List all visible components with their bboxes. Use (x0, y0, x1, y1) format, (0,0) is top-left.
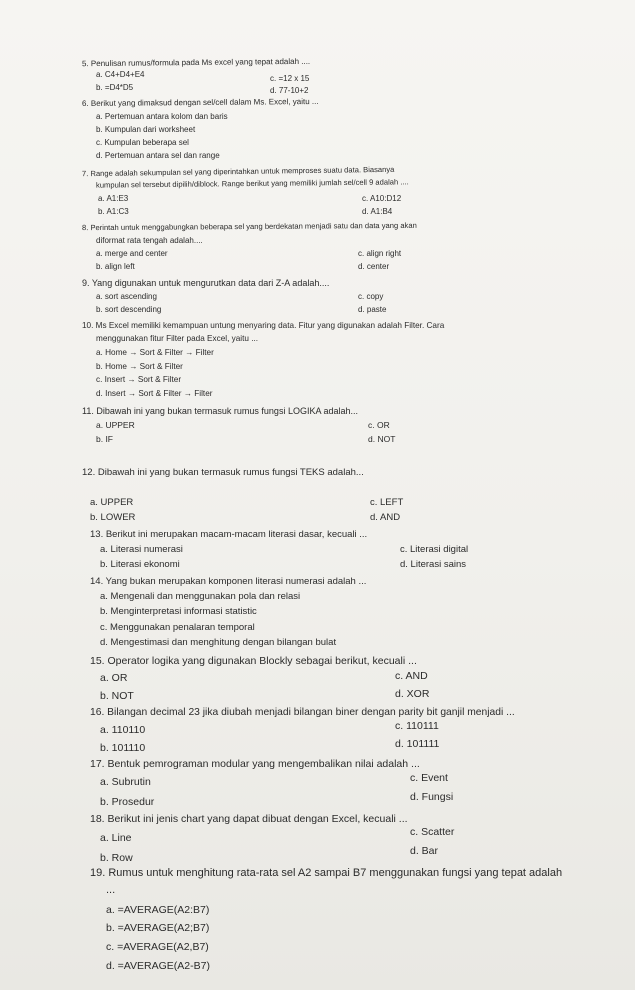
q9-option-c: c. copy (358, 292, 384, 301)
q13-option-a: a. Literasi numerasi (100, 544, 183, 555)
q12-option-b: b. LOWER (90, 512, 136, 523)
q7-option-a: a. A1:E3 (98, 194, 129, 203)
q7-option-c: c. A10:D12 (362, 194, 402, 203)
q18-option-c: c. Scatter (410, 826, 455, 838)
q12-option-c: c. LEFT (370, 497, 404, 508)
q18-option-d: d. Bar (410, 845, 439, 857)
q5-option-d: d. 77-10+2 (270, 86, 309, 95)
q13-option-d: d. Literasi sains (400, 559, 467, 570)
q8-option-a: a. merge and center (96, 249, 168, 258)
q6-option-d: d. Pertemuan antara sel dan range (96, 151, 220, 160)
question-6: 6. Berikut yang dimaksud dengan sel/cell dalam Ms. Excel, yaitu ... (81, 96, 319, 109)
question-19-line-1: 19. Rumus untuk menghitung rata-rata sel A2 sampai B7 menggunakan fungsi yang tepat adalah (90, 867, 563, 879)
q16-option-a: a. 110110 (100, 724, 146, 736)
q11-option-c: c. OR (368, 420, 390, 430)
q15-option-c: c. AND (395, 670, 428, 682)
q15-option-d: d. XOR (395, 688, 430, 700)
q8-option-d: d. center (358, 262, 390, 271)
q19-option-b: b. =AVERAGE(A2;B7) (106, 922, 210, 934)
q8-option-b: b. align left (96, 262, 135, 271)
q11-option-d: d. NOT (368, 434, 396, 444)
q10-option-b: b. Home → Sort & Filter (96, 362, 183, 371)
q5-option-a: a. C4+D4+E4 (96, 70, 145, 79)
q13-option-c: c. Literasi digital (400, 544, 469, 555)
q14-option-b: b. Menginterpretasi informasi statistic (100, 606, 257, 617)
question-18: 18. Berikut ini jenis chart yang dapat dibuat dengan Excel, kecuali ... (90, 813, 408, 825)
q17-option-d: d. Fungsi (410, 791, 454, 803)
q14-option-c: c. Menggunakan penalaran temporal (100, 622, 255, 633)
question-9: 9. Yang digunakan untuk mengurutkan data dari Z-A adalah.... (82, 278, 330, 288)
q11-option-a: a. UPPER (96, 420, 135, 430)
question-14: 14. Yang bukan merupakan komponen literasi numerasi adalah ... (90, 576, 367, 587)
q18-option-a: a. Line (100, 832, 132, 844)
question-13: 13. Berikut ini merupakan macam-macam literasi dasar, kecuali ... (90, 529, 368, 540)
question-15: 15. Operator logika yang digunakan Blockly sebagai berikut, kecuali ... (90, 655, 417, 667)
q11-option-b: b. IF (96, 434, 114, 444)
q10-option-d: d. Insert → Sort & Filter → Filter (96, 389, 213, 398)
q13-option-b: b. Literasi ekonomi (100, 559, 180, 570)
q19-option-a: a. =AVERAGE(A2:B7) (106, 904, 210, 916)
q18-option-b: b. Row (100, 852, 133, 864)
q6-option-c: c. Kumpulan beberapa sel (96, 138, 189, 147)
question-19-line-2: ... (106, 884, 116, 896)
question-12: 12. Dibawah ini yang bukan termasuk rumus fungsi TEKS adalah... (82, 467, 364, 478)
q16-option-d: d. 101111 (395, 738, 440, 750)
q5-option-c: c. =12 x 15 (270, 74, 310, 83)
question-7-line-2: kumpulan sel tersebut dipilih/diblock. Range berikut yang memiliki jumlah sel/cell 9 adalah .... (95, 177, 409, 190)
q10-option-a: a. Home → Sort & Filter → Filter (96, 348, 214, 357)
q7-option-b: b. A1:C3 (98, 207, 129, 216)
question-5: 5. Penulisan rumus/formula pada Ms excel yang tepat adalah .... (81, 56, 311, 69)
q12-option-a: a. UPPER (90, 497, 134, 508)
q7-option-d: d. A1:B4 (362, 207, 393, 216)
q5-option-b: b. =D4*D5 (96, 83, 134, 92)
q19-option-d: d. =AVERAGE(A2-B7) (106, 960, 210, 972)
q19-option-c: c. =AVERAGE(A2,B7) (106, 941, 209, 953)
question-10-line-1: 10. Ms Excel memiliki kemampuan untung menyaring data. Fitur yang digunakan adalah Filter. Cara (82, 321, 445, 330)
question-16: 16. Bilangan decimal 23 jika diubah menjadi bilangan biner dengan parity bit ganjil menjadi ... (90, 707, 515, 718)
question-8-line-1: 8. Perintah untuk menggabungkan beberapa sel yang berdekatan menjadi satu dan data yang akan (81, 220, 417, 233)
question-17: 17. Bentuk pemrograman modular yang mengembalikan nilai adalah ... (90, 758, 420, 770)
question-11: 11. Dibawah ini yang bukan termasuk rumus fungsi LOGIKA adalah... (82, 406, 358, 416)
q10-option-c: c. Insert → Sort & Filter (96, 375, 182, 384)
q14-option-d: d. Mengestimasi dan menghitung dengan bilangan bulat (100, 637, 337, 648)
q9-option-d: d. paste (358, 305, 387, 314)
q17-option-c: c. Event (410, 772, 448, 784)
question-7-line-1: 7. Range adalah sekumpulan sel yang diperintahkan untuk memproses suatu data. Biasanya (81, 164, 395, 179)
q16-option-c: c. 110111 (395, 720, 439, 732)
q17-option-b: b. Prosedur (100, 796, 155, 808)
q8-option-c: c. align right (358, 249, 402, 258)
question-10-line-2: menggunakan fitur Filter pada Excel, yaitu ... (96, 334, 259, 343)
q9-option-a: a. sort ascending (96, 292, 157, 301)
question-8-line-2: diformat rata tengah adalah.... (96, 236, 203, 245)
q12-option-d: d. AND (370, 512, 401, 523)
q9-option-b: b. sort descending (96, 305, 162, 314)
q16-option-b: b. 101110 (100, 742, 146, 754)
q14-option-a: a. Mengenali dan menggunakan pola dan relasi (100, 591, 301, 602)
q15-option-a: a. OR (100, 672, 128, 684)
q15-option-b: b. NOT (100, 690, 134, 702)
q17-option-a: a. Subrutin (100, 776, 151, 788)
q6-option-a: a. Pertemuan antara kolom dan baris (96, 112, 228, 121)
q6-option-b: b. Kumpulan dari worksheet (96, 125, 196, 134)
